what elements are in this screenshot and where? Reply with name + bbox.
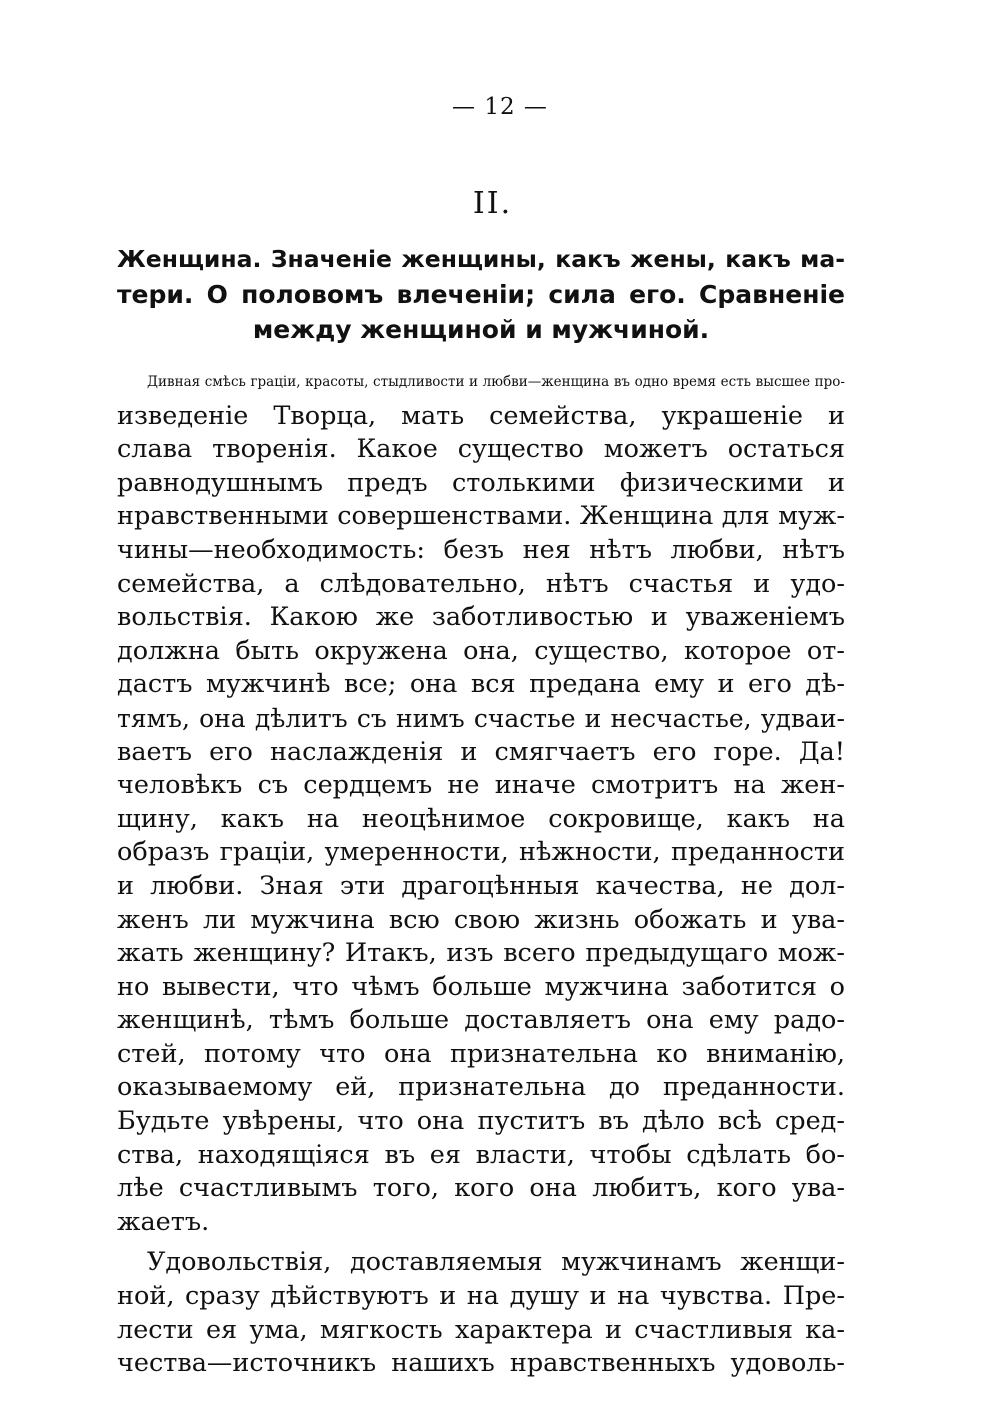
text-line: ваетъ его наслажденія и смягчаетъ его горе. Да! bbox=[117, 736, 845, 767]
text-line: оказываемому ей, признательна до преданности. bbox=[117, 1072, 845, 1103]
chapter-title-line: тери. О половомъ влеченіи; сила его. Сравненіе bbox=[117, 280, 845, 309]
text-line: стей, потому что она признательна ко вниманію, bbox=[117, 1038, 845, 1069]
text-line: чества—источникъ нашихъ нравственныхъ удоволь- bbox=[117, 1348, 845, 1379]
text-line: жать женщину? Итакъ, изъ всего предыдущаго мож- bbox=[117, 938, 845, 969]
text-line: дастъ мужчинѣ все; она вся предана ему и его дѣ- bbox=[117, 669, 845, 700]
text-line: человѣкъ съ сердцемъ не иначе смотритъ на жен- bbox=[117, 770, 845, 801]
page-number: — 12 — bbox=[452, 94, 548, 120]
text-line: вольствія. Какою же заботливостью и уваженіемъ bbox=[117, 602, 845, 633]
text-line: ной, сразу дѣйствуютъ и на душу и на чувства. Пре- bbox=[117, 1281, 845, 1312]
text-line: и любви. Зная эти драгоцѣнныя качества, не дол- bbox=[117, 870, 845, 901]
text-line: нравственными совершенствами. Женщина для муж- bbox=[117, 501, 845, 532]
text-line: женщинѣ, тѣмъ больше доставляетъ она ему радо- bbox=[117, 1005, 845, 1036]
paragraph-1 bbox=[117, 366, 845, 1239]
chapter-title bbox=[117, 242, 845, 347]
text-line: лести ея ума, мягкость характера и счастливыя ка- bbox=[117, 1314, 845, 1345]
paragraph-2 bbox=[117, 1246, 845, 1380]
text-line: женъ ли мужчина всю свою жизнь обожать и ува- bbox=[117, 904, 845, 935]
body-text bbox=[117, 366, 845, 1381]
chapter-title-line: Женщина. Значеніе женщины, какъ жены, какъ ма- bbox=[117, 245, 845, 273]
text-line: Дивная смѣсь граціи, красоты, стыдливости и любви—женщина въ одно время есть высшее про- bbox=[147, 374, 845, 390]
text-line: щину, какъ на неоцѣнимое сокровище, какъ на bbox=[117, 803, 845, 834]
text-line: семейства, а слѣдовательно, нѣтъ счастья и удо- bbox=[117, 568, 845, 599]
text-line: но вывести, что чѣмъ больше мужчина заботится о bbox=[117, 971, 845, 1002]
text-line: лѣе счастливымъ того, кого она любитъ, кого ува- bbox=[117, 1173, 845, 1204]
text-line: чины—необходимость: безъ нея нѣтъ любви, нѣтъ bbox=[117, 534, 845, 565]
text-line: образъ граціи, умеренности, нѣжности, преданности bbox=[117, 837, 845, 868]
chapter-number: II. bbox=[472, 186, 513, 221]
text-line: жаетъ. bbox=[117, 1206, 210, 1237]
text-line: должна быть окружена она, существо, которое от- bbox=[117, 635, 845, 666]
text-line: равнодушнымъ предъ столькими физическими и bbox=[117, 467, 845, 498]
chapter-title-line: между женщиной и мужчиной. bbox=[252, 315, 710, 344]
text-line: изведеніе Творца, мать семейства, украшеніе и bbox=[117, 400, 845, 431]
text-line: слава творенія. Какое существо можетъ остаться bbox=[117, 434, 845, 465]
text-line: ства, находящіяся въ ея власти, чтобы сдѣлать бо- bbox=[117, 1139, 845, 1170]
text-line: Удовольствія, доставляемыя мужчинамъ женщи- bbox=[147, 1247, 845, 1278]
text-line: Будьте увѣрены, что она пуститъ въ дѣло всѣ сред- bbox=[117, 1106, 845, 1137]
text-line: тямъ, она дѣлитъ съ нимъ счастье и несчастье, удваи- bbox=[117, 703, 845, 733]
